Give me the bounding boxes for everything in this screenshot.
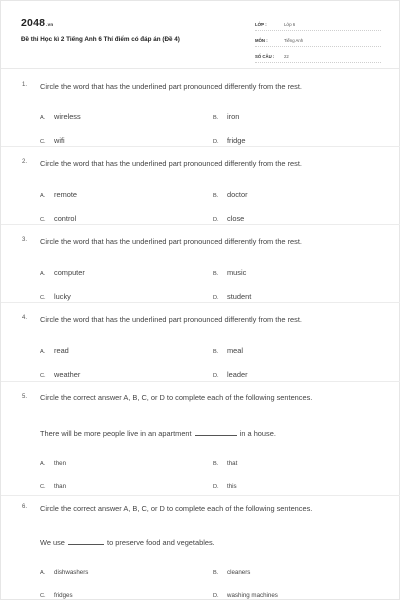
option-c[interactable]: C. control [40, 214, 77, 223]
option-b[interactable]: B. that [213, 460, 238, 467]
meta-label: MÔN : [255, 38, 268, 43]
logo-text: 2048 [21, 17, 46, 29]
option-c[interactable]: C. wifi [40, 136, 65, 145]
option-b[interactable]: B. music [213, 268, 247, 277]
question-2 [1, 147, 400, 225]
option-d[interactable]: D. student [213, 292, 252, 301]
fill-in-sentence [40, 538, 376, 547]
question-4 [1, 303, 400, 382]
meta-row-subject [255, 31, 381, 47]
document-title: Đề thi Học kì 2 Tiếng Anh 6 Thí điểm có đáp án (Đề 4) [21, 36, 180, 43]
question-text: Circle the word that has the underlined part pronounced differently from the rest. [40, 159, 302, 168]
option-c[interactable]: C. than [40, 483, 67, 490]
meta-row-class [255, 15, 381, 31]
option-b[interactable]: B. doctor [213, 190, 248, 199]
meta-value: Lớp 6 [284, 22, 296, 27]
option-a[interactable]: A. wireless [40, 112, 81, 121]
question-5 [1, 382, 400, 496]
meta-value: 22 [284, 54, 289, 59]
sentence-start: We use [40, 538, 65, 547]
page-header [1, 1, 399, 69]
fill-in-sentence [40, 429, 376, 438]
option-a[interactable]: A. remote [40, 190, 78, 199]
question-number: 5. [22, 394, 28, 400]
meta-label: SỐ CÂU : [255, 54, 275, 59]
option-c[interactable]: C. weather [40, 370, 81, 379]
option-a[interactable]: A. dishwashers [40, 569, 89, 576]
question-6 [1, 496, 400, 600]
option-c[interactable]: C. fridges [40, 592, 73, 599]
site-logo[interactable] [21, 17, 53, 29]
option-d[interactable]: D. this [213, 483, 237, 490]
logo-suffix: .vn [46, 22, 54, 27]
option-a[interactable]: A. read [40, 346, 69, 355]
question-3 [1, 225, 400, 303]
meta-label: LỚP : [255, 22, 267, 27]
sentence-start: There will be more people live in an apartment [40, 429, 192, 438]
question-text: Circle the word that has the underlined part pronounced differently from the rest. [40, 315, 302, 324]
question-text: Circle the word that has the underlined part pronounced differently from the rest. [40, 82, 302, 91]
sentence-end: to preserve food and vegetables. [107, 538, 215, 547]
option-d[interactable]: D. leader [213, 370, 248, 379]
question-text: Circle the word that has the underlined part pronounced differently from the rest. [40, 237, 302, 246]
option-d[interactable]: D. fridge [213, 136, 246, 145]
option-c[interactable]: C. lucky [40, 292, 71, 301]
question-text: Circle the correct answer A, B, C, or D to complete each of the following sentences. [40, 393, 313, 402]
meta-row-count [255, 47, 381, 63]
question-text: Circle the correct answer A, B, C, or D to complete each of the following sentences. [40, 504, 313, 513]
question-number: 2. [22, 159, 28, 165]
meta-value: Tiếng Anh [284, 38, 304, 43]
question-number: 3. [22, 237, 28, 243]
option-b[interactable]: B. cleaners [213, 569, 251, 576]
answer-blank[interactable] [68, 538, 104, 545]
option-b[interactable]: B. meal [213, 346, 244, 355]
question-number: 4. [22, 315, 28, 321]
option-a[interactable]: A. computer [40, 268, 85, 277]
answer-blank[interactable] [195, 429, 237, 436]
question-number: 6. [22, 504, 28, 510]
sentence-end: in a house. [239, 429, 276, 438]
option-b[interactable]: B. iron [213, 112, 240, 121]
question-1 [1, 69, 400, 147]
option-d[interactable]: D. washing machines [213, 592, 278, 599]
option-d[interactable]: D. close [213, 214, 245, 223]
exam-meta [255, 15, 381, 63]
option-a[interactable]: A. then [40, 460, 67, 467]
question-number: 1. [22, 82, 28, 88]
